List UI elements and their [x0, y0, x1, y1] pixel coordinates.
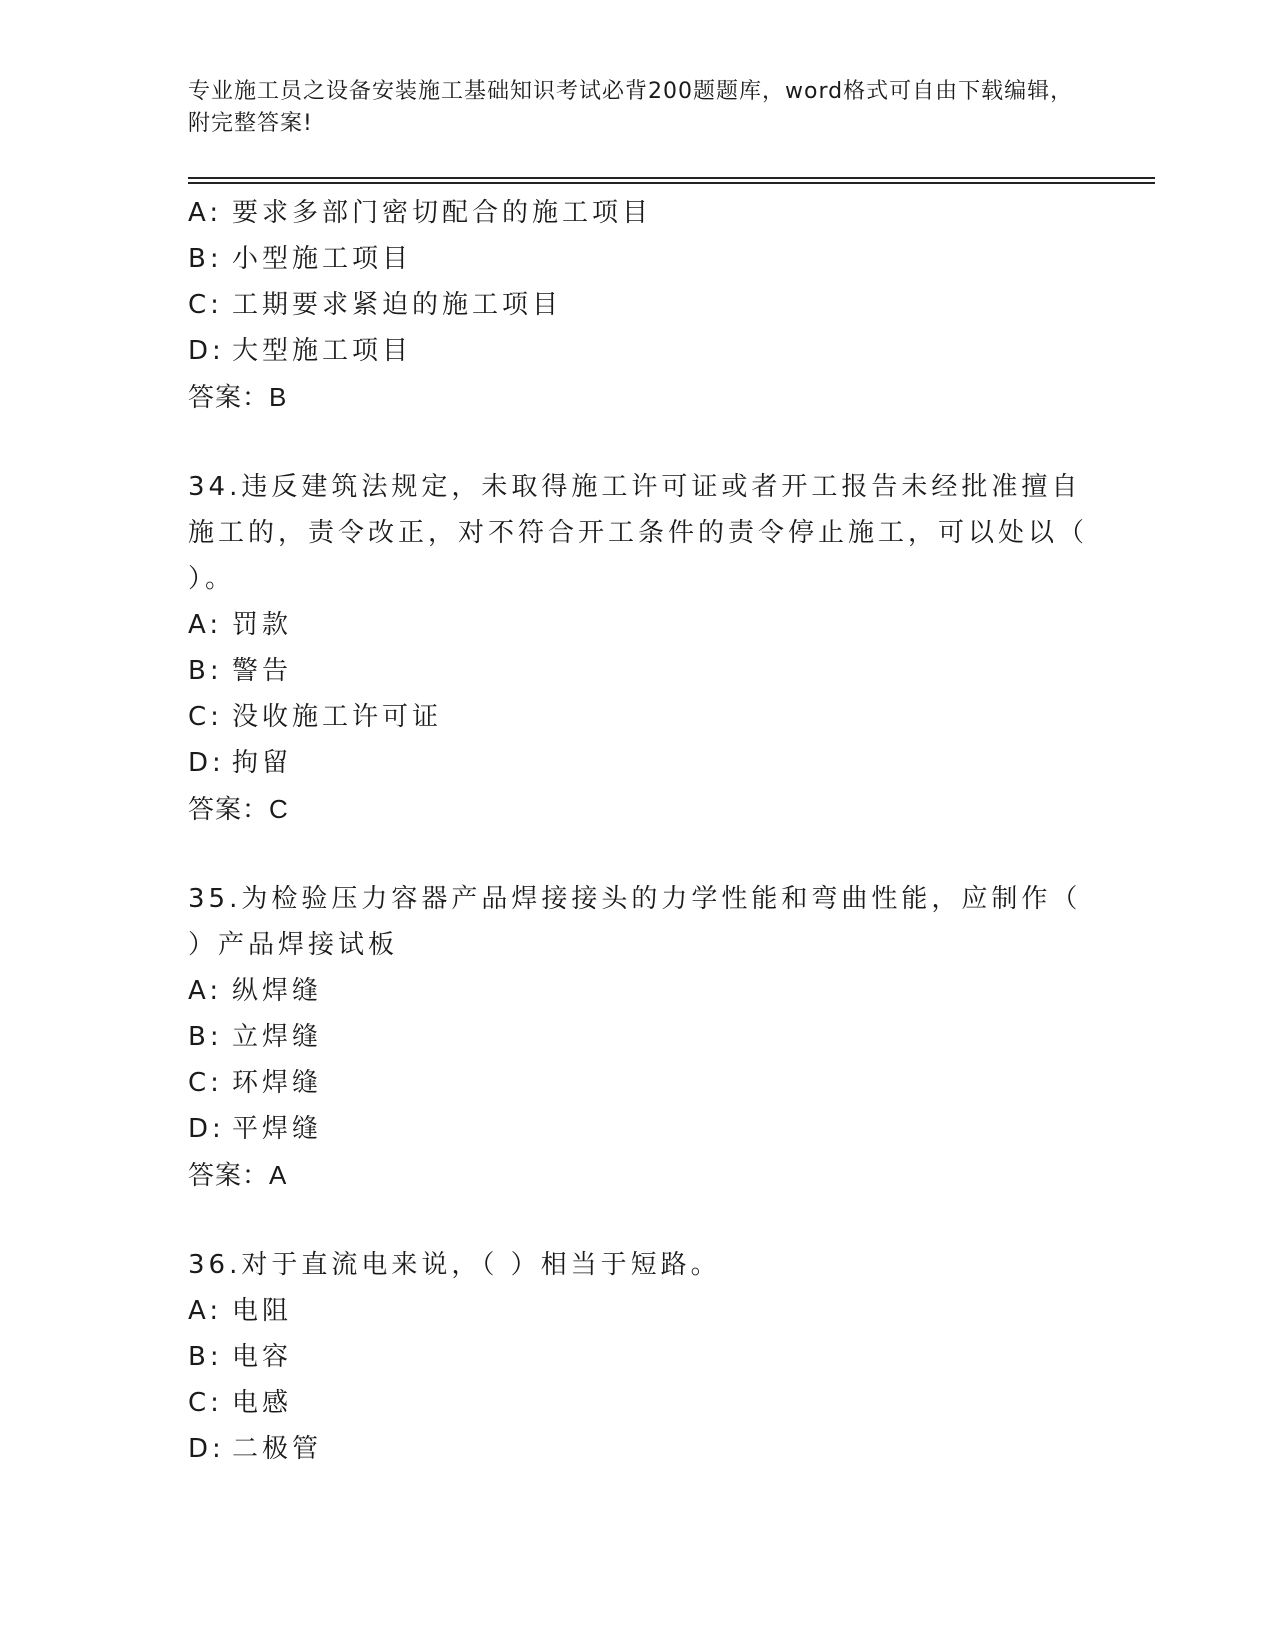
question-text: 34.违反建筑法规定，未取得施工许可证或者开工报告未经批准擅自施工的，责令改正，对不符合开工条件的责令停止施工，可以处以（ ）。 [188, 472, 1089, 594]
option-b: B: 立焊缝 [188, 1022, 323, 1052]
option-b: B: 电容 [188, 1342, 293, 1372]
question-33-continuation [188, 190, 1088, 420]
option-a: A: 罚款 [188, 610, 293, 640]
option-c: C: 电感 [188, 1388, 293, 1418]
option-c: C: 没收施工许可证 [188, 702, 443, 732]
option-a: A: 电阻 [188, 1296, 293, 1326]
question-text: 36.对于直流电来说，（ ）相当于短路。 [188, 1250, 721, 1280]
answer: 答案：C [188, 794, 289, 824]
option-d: D: 拘留 [188, 748, 293, 778]
question-34 [188, 464, 1088, 832]
option-c: C: 环焊缝 [188, 1068, 323, 1098]
answer: 答案：A [188, 1160, 288, 1190]
option-a: A: 要求多部门密切配合的施工项目 [188, 198, 653, 228]
question-35 [188, 876, 1088, 1198]
question-36 [188, 1242, 1088, 1472]
option-d: D: 大型施工项目 [188, 336, 413, 366]
question-list [188, 190, 1088, 1472]
option-d: D: 二极管 [188, 1434, 323, 1464]
document-header: 专业施工员之设备安装施工基础知识考试必背200题题库，word格式可自由下载编辑，附完整答案! [188, 79, 1074, 136]
option-b: B: 小型施工项目 [188, 244, 413, 274]
answer: 答案：B [188, 382, 288, 412]
option-c: C: 工期要求紧迫的施工项目 [188, 290, 563, 320]
question-text: 35.为检验压力容器产品焊接接头的力学性能和弯曲性能，应制作（ ）产品焊接试板 [188, 884, 1082, 960]
header-rule-bottom [188, 182, 1155, 184]
option-b: B: 警告 [188, 656, 293, 686]
option-d: D: 平焊缝 [188, 1114, 323, 1144]
header-rule-top [188, 177, 1155, 179]
option-a: A: 纵焊缝 [188, 976, 323, 1006]
